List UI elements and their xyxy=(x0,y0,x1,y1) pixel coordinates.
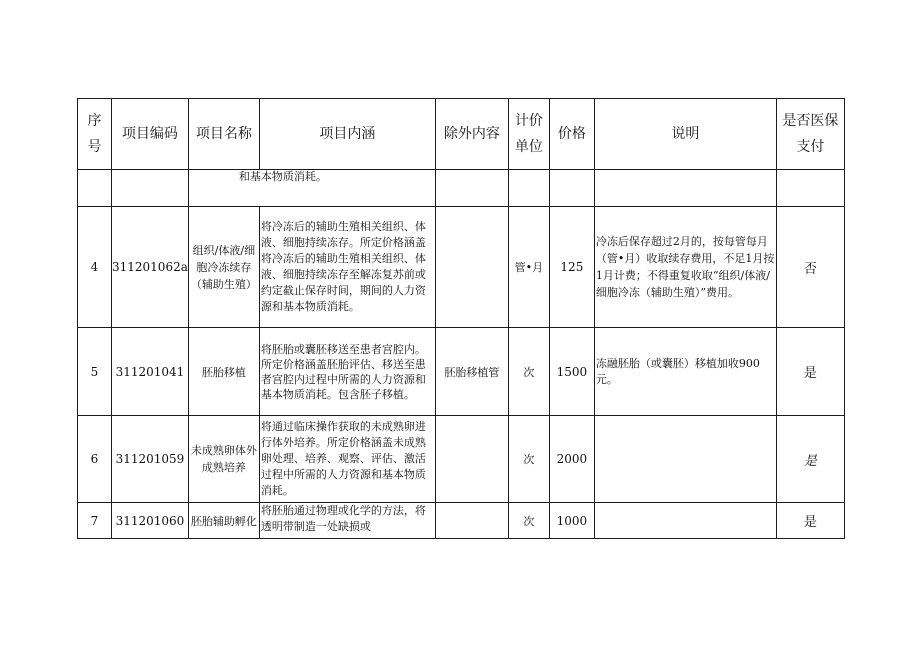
row-note: 冻融胚胎（或囊胚）移植加收900元。 xyxy=(594,328,776,416)
header-unit: 计价 单位 xyxy=(508,99,549,170)
header-content: 项目内涵 xyxy=(259,99,435,170)
row-unit: 次 xyxy=(508,328,549,416)
row-price: 125 xyxy=(549,207,594,328)
row-insurance: 是 xyxy=(776,503,844,539)
row-name: 胚胎移植 xyxy=(188,328,259,416)
row-note: 冷冻后保存超过2月的，按每管每月（管•月）收取续存费用，不足1月按1月计费；不得重复收取“组织/体液/细胞冷冻（辅助生殖）”费用。 xyxy=(594,207,776,328)
row-seq: 7 xyxy=(78,503,112,539)
row-excluded: 胚胎移植管 xyxy=(435,328,508,416)
table-row xyxy=(78,503,845,539)
row-price: 1000 xyxy=(549,503,594,539)
header-code: 项目编码 xyxy=(112,99,189,170)
row-note xyxy=(594,503,776,539)
row-name: 胚胎辅助孵化 xyxy=(188,503,259,539)
row-content: 将冷冻后的辅助生殖相关组织、体液、细胞持续冻存。所定价格涵盖将冷冻后的辅助生殖相关组织、体液、细胞持续冻存至解冻复苏前或约定截止保存时间，期间的人力资源和基本物质消耗。 xyxy=(259,207,435,328)
row-code: 311201041 xyxy=(112,328,189,416)
row-excluded xyxy=(435,416,508,503)
continuation-row xyxy=(78,170,845,207)
row-seq: 4 xyxy=(78,207,112,328)
cell-empty xyxy=(508,170,549,207)
row-name: 未成熟卵体外成熟培养 xyxy=(188,416,259,503)
row-code: 311201062a xyxy=(112,207,189,328)
header-row xyxy=(78,99,845,170)
header-insurance: 是否医保 支付 xyxy=(776,99,844,170)
row-content: 将胚胎通过物理或化学的方法，将透明带制造一处缺损或 xyxy=(259,503,435,539)
header-seq: 序 号 xyxy=(78,99,112,170)
header-excluded: 除外内容 xyxy=(435,99,508,170)
cell-empty xyxy=(112,170,189,207)
header-note: 说明 xyxy=(594,99,776,170)
row-excluded xyxy=(435,207,508,328)
continuation-content: 和基本物质消耗。 xyxy=(188,170,435,207)
row-name: 组织/体液/细胞冷冻续存（辅助生殖） xyxy=(188,207,259,328)
table-row xyxy=(78,416,845,503)
row-excluded xyxy=(435,503,508,539)
row-seq: 5 xyxy=(78,328,112,416)
header-price: 价格 xyxy=(549,99,594,170)
table-row xyxy=(78,207,845,328)
row-content: 将通过临床操作获取的未成熟卵进行体外培养。所定价格涵盖未成熟卵处理、培养、观察、评估、激活过程中所需的人力资源和基本物质消耗。 xyxy=(259,416,435,503)
cell-empty xyxy=(776,170,844,207)
cell-empty xyxy=(435,170,508,207)
row-content: 将胚胎或囊胚移送至患者宫腔内。所定价格涵盖胚胎评估、移送至患者宫腔内过程中所需的人力资源和基本物质消耗。包含胚子移植。 xyxy=(259,328,435,416)
price-table xyxy=(77,98,845,539)
cell-empty xyxy=(78,170,112,207)
row-note xyxy=(594,416,776,503)
header-name: 项目名称 xyxy=(188,99,259,170)
row-code: 311201059 xyxy=(112,416,189,503)
row-insurance: 否 xyxy=(776,207,844,328)
cell-empty xyxy=(549,170,594,207)
row-seq: 6 xyxy=(78,416,112,503)
row-insurance: 是 xyxy=(776,416,844,503)
cell-empty xyxy=(594,170,776,207)
row-price: 1500 xyxy=(549,328,594,416)
row-price: 2000 xyxy=(549,416,594,503)
row-insurance: 是 xyxy=(776,328,844,416)
row-unit: 次 xyxy=(508,416,549,503)
table-row xyxy=(78,328,845,416)
row-unit: 次 xyxy=(508,503,549,539)
row-code: 311201060 xyxy=(112,503,189,539)
row-unit: 管•月 xyxy=(508,207,549,328)
